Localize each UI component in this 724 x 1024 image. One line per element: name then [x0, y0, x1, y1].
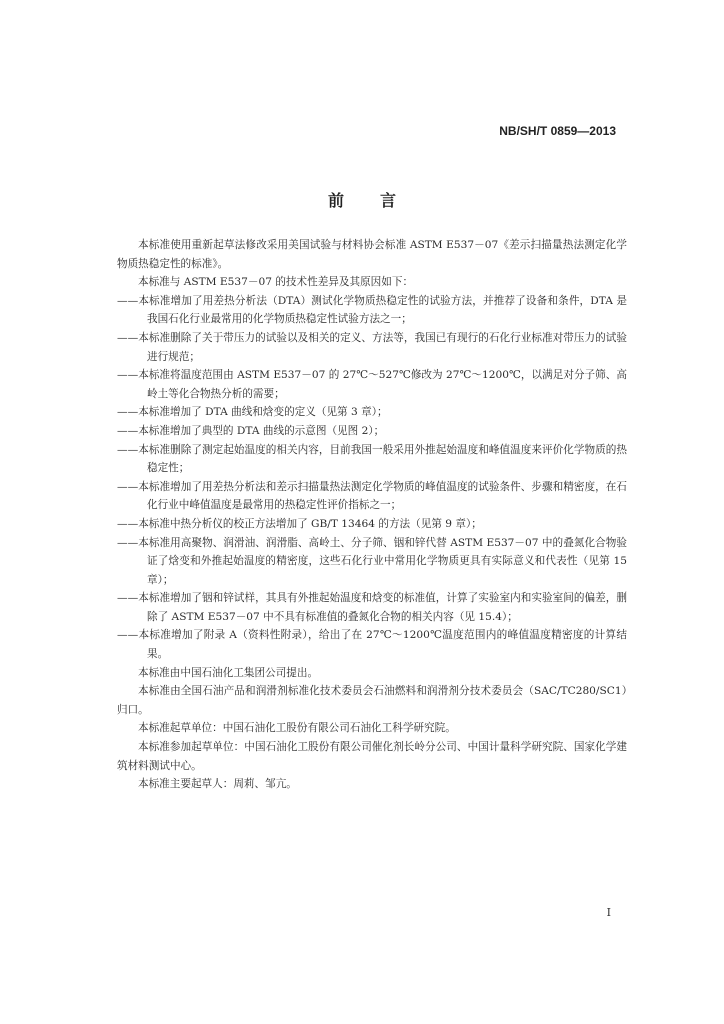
- paragraph: 本标准由全国石油产品和润滑剂标准化技术委员会石油燃料和润滑剂分技术委员会（SAC/TC280/SC1）归口。: [117, 685, 627, 716]
- list-item: ——本标准删除了关于带压力的试验以及相关的定义、方法等，我国已有现行的石化行业标准对带压力的试验进行规范；: [117, 331, 627, 363]
- list-item: ——本标准中热分析仪的校正方法增加了 GB/T 13464 的方法（见第 9 章）；: [117, 517, 482, 530]
- list-item: ——本标准增加了用差热分析法（DTA）测试化学物质热稳定性的试验方法，并推荐了设备和条件，DTA 是我国石化行业最常用的化学物质热稳定性试验方法之一；: [117, 294, 627, 326]
- list-item: ——本标准将温度范围由 ASTM E537－07 的 27℃～527℃修改为 27℃～1200℃，以满足对分子筛、高岭土等化合物热分析的需要；: [117, 369, 627, 400]
- paragraph: 本标准与 ASTM E537－07 的技术性差异及其原因如下：: [138, 276, 414, 289]
- paragraph: 本标准使用重新起草法修改采用美国试验与材料协会标准 ASTM E537－07《差示扫描量热法测定化学物质热稳定性的标准》。: [117, 239, 627, 270]
- list-item: ——本标准增加了附录 A（资料性附录），给出了在 27℃～1200℃温度范围内的峰值温度精密度的计算结果。: [117, 629, 627, 661]
- paragraph: 本标准起草单位：中国石油化工股份有限公司石油化工科学研究院。: [138, 722, 456, 735]
- list-item: ——本标准增加了典型的 DTA 曲线的示意图（见图 2）；: [117, 424, 385, 437]
- paragraph: 本标准主要起草人：周莉、邹亢。: [138, 778, 297, 791]
- paragraph: 本标准参加起草单位：中国石油化工股份有限公司催化剂长岭分公司、中国计量科学研究院、国家化学建筑材料测试中心。: [117, 741, 627, 772]
- paragraph: 本标准由中国石油化工集团公司提出。: [138, 666, 319, 679]
- page-number: I: [606, 906, 611, 919]
- foreword-body: [117, 236, 627, 794]
- list-item: ——本标准删除了测定起始温度的相关内容，目前我国一般采用外推起始温度和峰值温度来评价化学物质的热稳定性；: [117, 443, 627, 475]
- list-item: ——本标准用高聚物、润滑油、润滑脂、高岭土、分子筛、铟和锌代替 ASTM E537－07 中的叠氮化合物验证了焓变和外推起始温度的精密度，这些石化行业中常用化学物质更具有实际意义和代表性（见第 15 章）；: [117, 536, 627, 586]
- list-item: ——本标准增加了 DTA 曲线和焓变的定义（见第 3 章）；: [117, 406, 388, 419]
- list-item: ——本标准增加了铟和锌试样，其具有外推起始温度和焓变的标准值，计算了实验室内和实验室间的偏差，删除了 ASTM E537－07 中不具有标准值的叠氮化合物的相关内容（见 15.4）；: [117, 592, 627, 623]
- list-item: ——本标准增加了用差热分析法和差示扫描量热法测定化学物质的峰值温度的试验条件、步骤和精密度，在石化行业中峰值温度是最常用的热稳定性评价指标之一；: [117, 480, 627, 512]
- page-title: 前言: [327, 191, 432, 210]
- standard-number: NB/SH/T 0859—2013: [499, 124, 616, 138]
